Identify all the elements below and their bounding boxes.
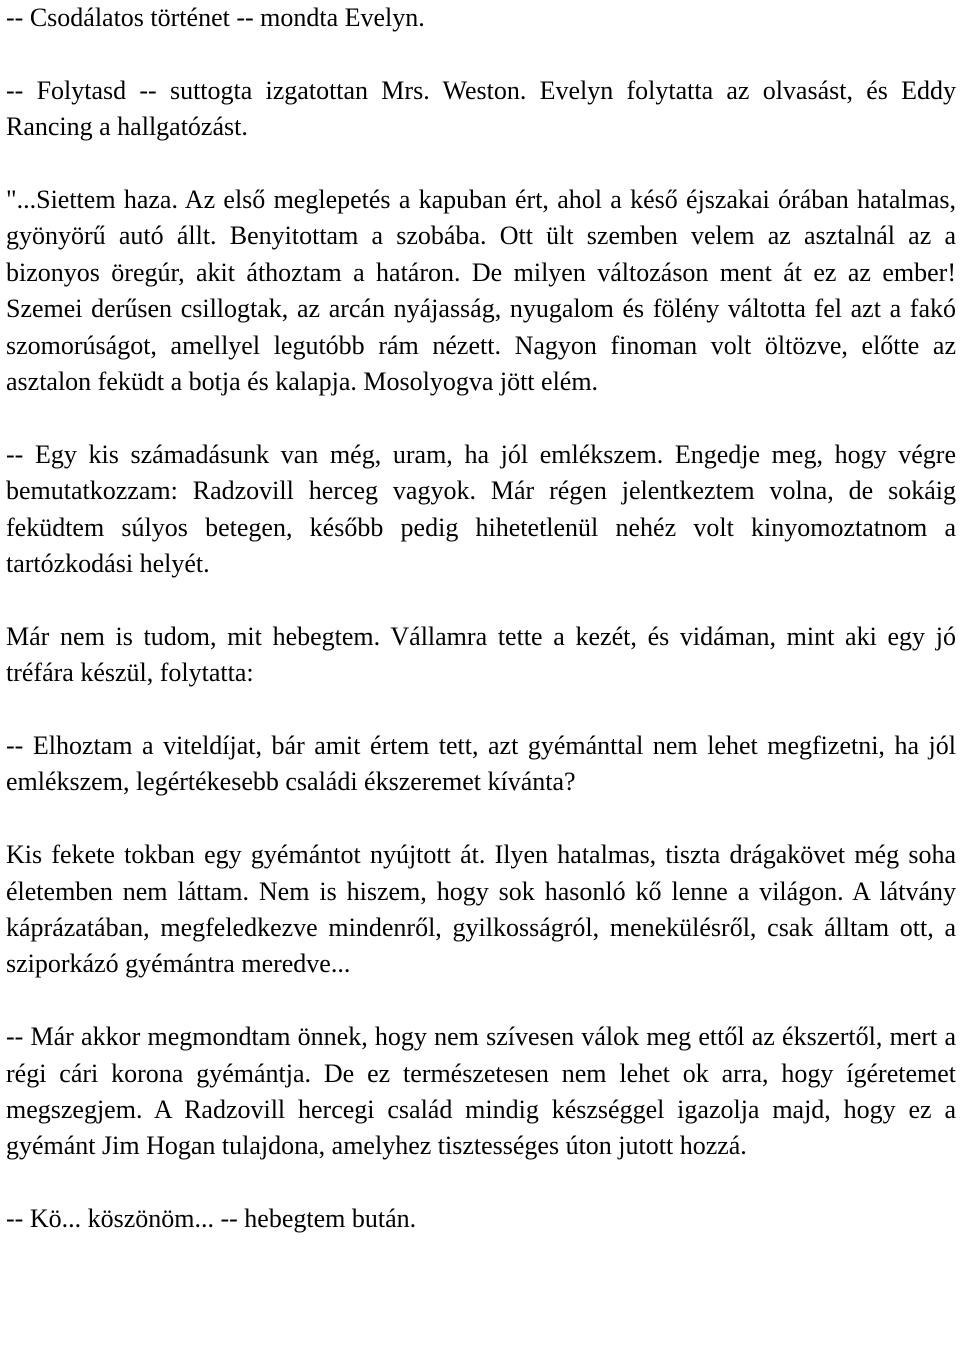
paragraph-gap bbox=[6, 1165, 956, 1201]
paragraph-3: "...Siettem haza. Az első meglepetés a kapuban ért, ahol a késő éjszakai órában hatalmas, gyönyörű autó állt. Benyitottam a szobába. Ott ült szemben velem az asztalnál az a bizonyos öregúr, akit áthoztam a határon. De milyen változáson ment át ez az ember! Szemei derűsen csillogtak, az arcán nyájasság, nyugalom és fölény váltotta fel azt a fakó szomorúságot, amellyel legutóbb rám nézett. Nagyon finoman volt öltözve, előtte az asztalon feküdt a botja és kalapja. Mosolyogva jött elém. bbox=[6, 185, 956, 397]
paragraph-5: Már nem is tudom, mit hebegtem. Vállamra tette a kezét, és vidáman, mint aki egy jó tréfára készül, folytatta: bbox=[6, 621, 956, 688]
paragraph-gap bbox=[6, 400, 956, 436]
paragraph-7: Kis fekete tokban egy gyémántot nyújtott át. Ilyen hatalmas, tiszta drágakövet még soha életemben nem láttam. Nem is hiszem, hogy sok hasonló kő lenne a világon. A látvány káprázatában, megfeledkezve mindenről, gyilkosságról, menekülésről, csak álltam ott, a sziporkázó gyémántra meredve... bbox=[6, 840, 956, 979]
paragraph-1: -- Csodálatos történet -- mondta Evelyn. bbox=[6, 3, 425, 32]
document-page bbox=[6, 0, 956, 1238]
paragraph-6: -- Elhoztam a viteldíjat, bár amit értem tett, azt gyémánttal nem lehet megfizetni, ha jól emlékszem, legértékesebb családi ékszeremet kívánta? bbox=[6, 731, 956, 797]
paragraph-4: -- Egy kis számadásunk van még, uram, ha jól emlékszem. Engedje meg, hogy végre bemutatkozzam: Radzovill herceg vagyok. Már régen jelentkeztem volna, de sokáig feküdtem súlyos betegen, később pedig hihetetlenül nehéz volt kinyomoztatnom a tartózkodási helyét. bbox=[6, 439, 956, 579]
paragraph-9: -- Kö... köszönöm... -- hebegtem bután. bbox=[6, 1204, 417, 1234]
paragraph-8: -- Már akkor megmondtam önnek, hogy nem szívesen válok meg ettől az ékszertől, mert a régi cári korona gyémántja. De ez természetesen nem lehet ok arra, hogy ígéretemet megszegjem. A Radzovill hercegi család mindig készséggel igazolja majd, hogy ez a gyémánt Jim Hogan tulajdona, amelyhez tisztességes úton jutott hozzá. bbox=[6, 1022, 956, 1161]
paragraph-gap bbox=[6, 983, 956, 1019]
paragraph-2: -- Folytasd -- suttogta izgatottan Mrs. Weston. Evelyn folytatta az olvasást, és Eddy Rancing a hallgatózást. bbox=[6, 75, 956, 142]
paragraph-gap bbox=[6, 146, 956, 182]
paragraph-gap bbox=[6, 36, 956, 72]
paragraph-gap bbox=[6, 801, 956, 837]
paragraph-gap bbox=[6, 692, 956, 728]
paragraph-gap bbox=[6, 582, 956, 618]
